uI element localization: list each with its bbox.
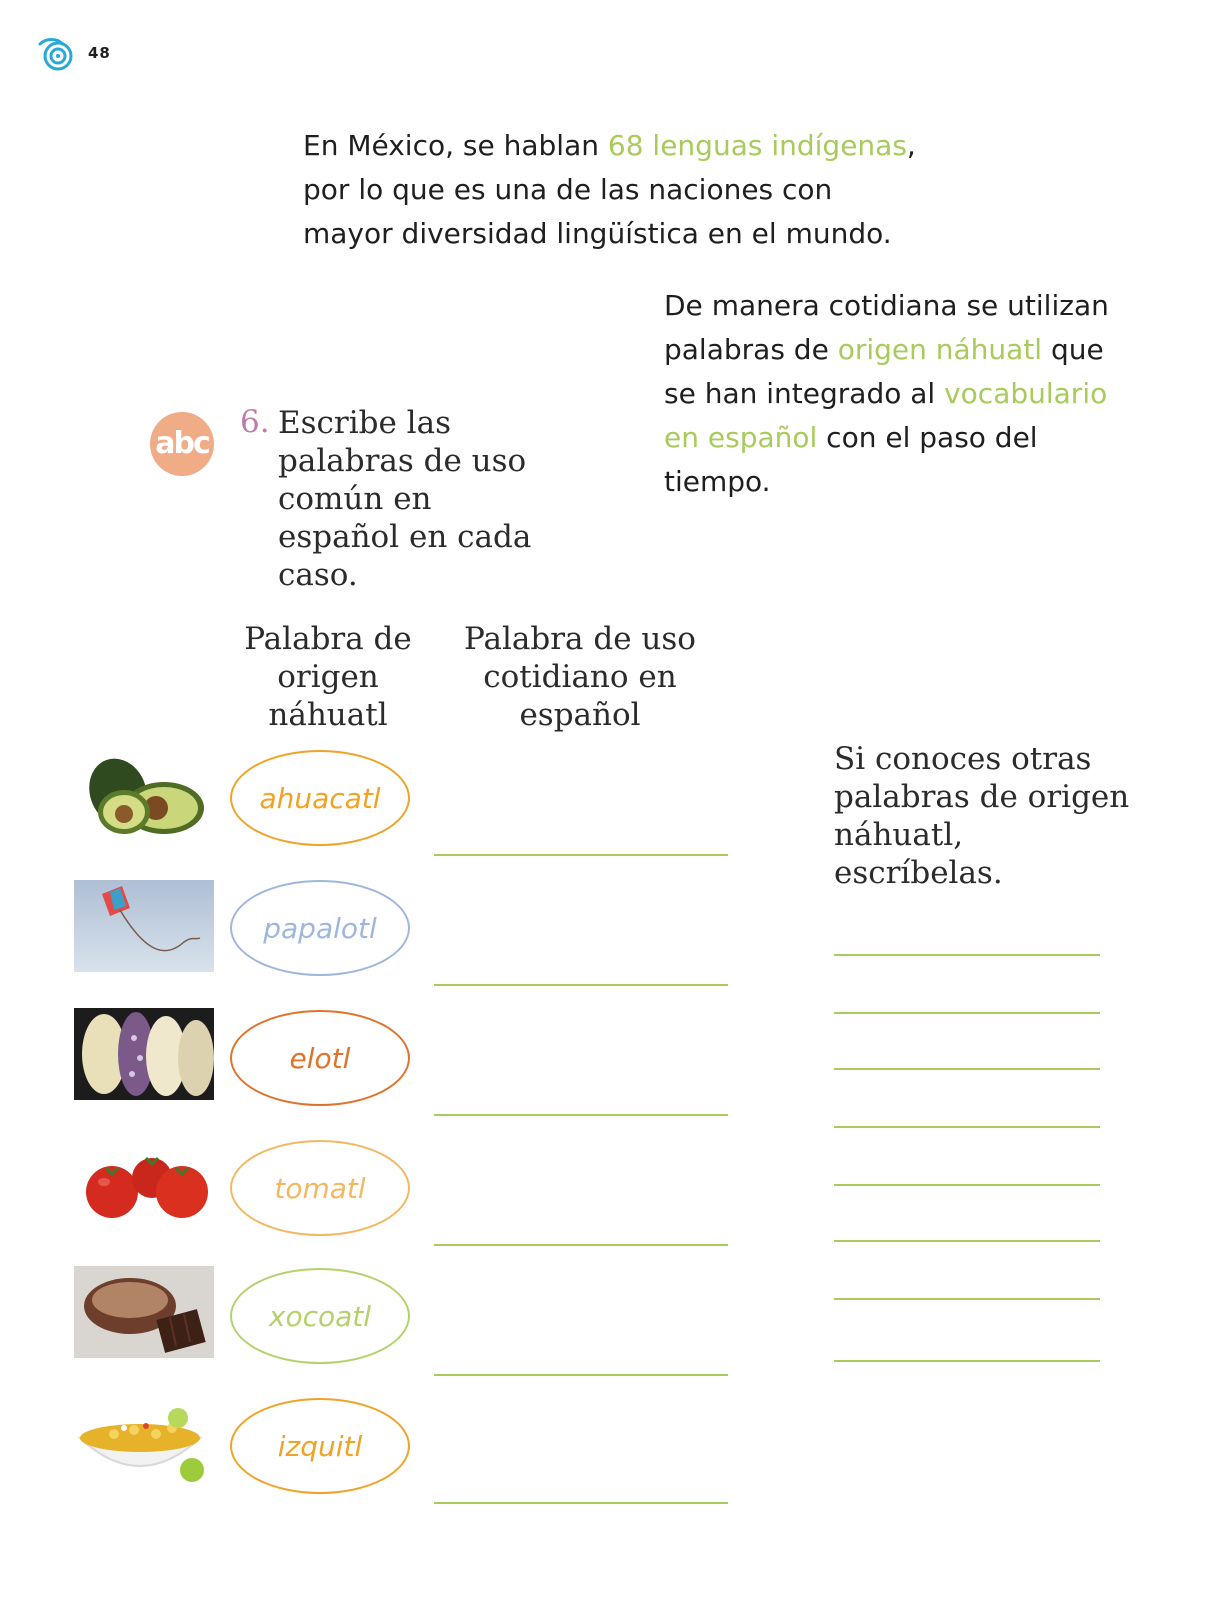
word-oval-izquitl: izquitl <box>230 1398 410 1494</box>
answer-line[interactable] <box>434 1502 728 1504</box>
column-header-spanish: Palabra de uso cotidiano en español <box>464 621 696 733</box>
nahuatl-text: se han integrado al <box>664 377 945 410</box>
corn-image <box>74 1008 214 1100</box>
nahuatl-line-5: tiempo. <box>664 465 771 498</box>
word-oval-ahuacatl: ahuacatl <box>230 750 410 846</box>
kite-image <box>74 880 214 972</box>
nahuatl-text: con el paso del <box>817 421 1038 454</box>
activity-number: 6. <box>240 404 270 440</box>
intro-highlight: 68 lenguas indígenas <box>607 129 907 162</box>
intro-text: En México, se hablan <box>303 129 608 162</box>
intro-line-2: por lo que es una de las naciones con <box>303 173 833 206</box>
nahuatl-text: palabras de <box>664 333 838 366</box>
answer-line[interactable] <box>434 984 728 986</box>
side-answer-line[interactable] <box>834 1360 1100 1362</box>
column-header-nahuatl: Palabra de origen náhuatl <box>244 621 412 733</box>
word-oval-tomatl: tomatl <box>230 1140 410 1236</box>
tomato-image <box>74 1138 214 1230</box>
side-answer-line[interactable] <box>834 1068 1100 1070</box>
nahuatl-line-1: De manera cotidiana se utilizan <box>664 289 1109 322</box>
side-answer-line[interactable] <box>834 1240 1100 1242</box>
answer-line[interactable] <box>434 1374 728 1376</box>
side-answer-line[interactable] <box>834 1184 1100 1186</box>
chocolate-image <box>74 1266 214 1358</box>
side-answer-line[interactable] <box>834 1126 1100 1128</box>
swirl-icon <box>36 36 76 72</box>
side-answer-line[interactable] <box>834 1012 1100 1014</box>
nahuatl-text: que <box>1042 333 1104 366</box>
word-oval-papalotl: papalotl <box>230 880 410 976</box>
answer-line[interactable] <box>434 1244 728 1246</box>
answer-line[interactable] <box>434 1114 728 1116</box>
avocado-image <box>74 752 214 844</box>
abc-badge-icon: abc <box>150 412 214 476</box>
page-number: 48 <box>88 44 111 62</box>
word-oval-xocoatl: xocoatl <box>230 1268 410 1364</box>
side-answer-line[interactable] <box>834 1298 1100 1300</box>
intro-line-3: mayor diversidad lingüística en el mundo. <box>303 217 892 250</box>
esquites-image <box>74 1398 214 1490</box>
nahuatl-paragraph <box>664 284 1114 504</box>
side-answer-line[interactable] <box>834 954 1100 956</box>
answer-line[interactable] <box>434 854 728 856</box>
activity-instruction: Escribe las palabras de uso común en español en cada caso. <box>278 405 532 593</box>
nahuatl-highlight-vocab: vocabulario <box>944 377 1108 410</box>
intro-paragraph <box>303 124 943 256</box>
word-oval-elotl: elotl <box>230 1010 410 1106</box>
nahuatl-highlight-origin: origen náhuatl <box>837 333 1043 366</box>
side-prompt: Si conoces otras palabras de origen náhuatl, escríbelas. <box>834 741 1130 891</box>
nahuatl-highlight-spanish: en español <box>664 421 818 454</box>
intro-comma: , <box>906 129 916 162</box>
